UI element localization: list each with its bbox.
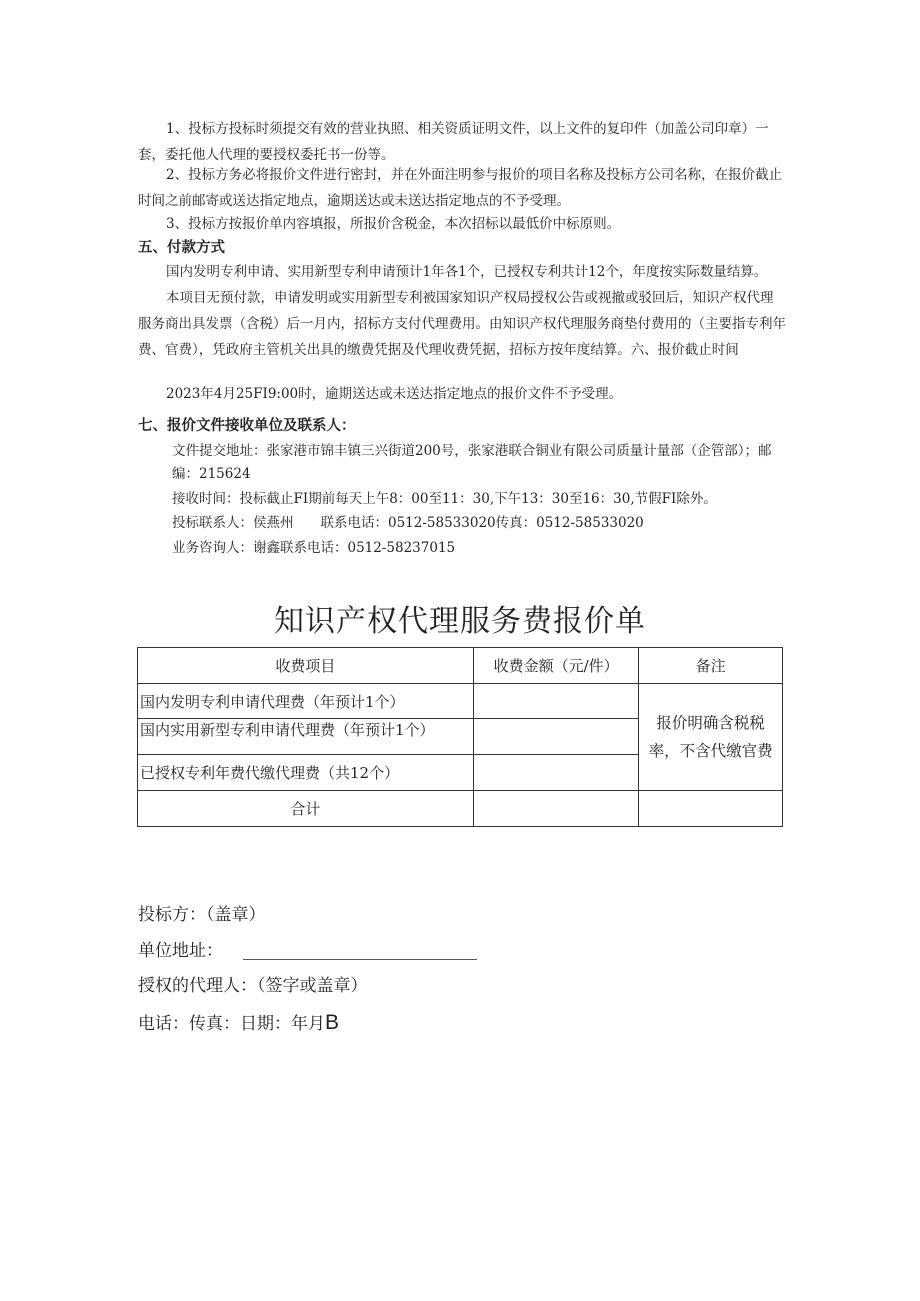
row-item: 国内发明专利申请代理费（年预计1个） <box>138 684 474 719</box>
address-field[interactable] <box>243 941 477 960</box>
total-label: 合计 <box>138 791 474 827</box>
payment-paragraph-1: 国内发明专利申请、实用新型专利申请预计1年各1个，已授权专利共计12个，年度按实际数量结算。 <box>166 264 768 280</box>
remark-line-2: 率，不含代缴官费 <box>648 742 773 760</box>
row-item-text: 国内实用新型专利申请代理费（年预计1个） <box>140 721 435 739</box>
table-row <box>138 684 783 719</box>
deadline-text: 2023年4月25FI9:00时，逾期送达或未送达指定地点的报价文件不予受理。 <box>166 386 623 402</box>
fee-table <box>137 647 783 827</box>
agent-line: 授权的代理人：（签字或盖章） <box>138 976 368 996</box>
page-title: 知识产权代理服务费报价单 <box>274 604 646 639</box>
total-remark-cell <box>639 791 783 827</box>
total-amount-cell[interactable] <box>473 791 639 827</box>
section-five-heading: 五、付款方式 <box>138 240 225 256</box>
bidder-line: 投标方：（盖章） <box>138 905 266 925</box>
row-item <box>138 719 474 755</box>
header-remark: 备注 <box>639 648 783 684</box>
contact-date-line <box>138 1008 339 1039</box>
row-item: 已授权专利年费代缴代理费（共12个） <box>138 755 474 791</box>
total-row <box>138 791 783 827</box>
clause-2: 2、投标方务必将报价文件进行密封，并在外面注明参与报价的项目名称及投标方公司名称，在报价截止时间之前邮寄或送达指定地点，逾期送达或未送达指定地点的不予受理。 <box>138 167 783 209</box>
address-label: 单位地址： <box>138 941 223 961</box>
bid-contact: 投标联系人：侯燕州 联系电话：0512-58533020传真：0512-58533020 <box>172 515 644 531</box>
receive-time: 接收时间：投标截止FI期前每天上午8：00至11：30,下午13：30至16：30,节假FI除外。 <box>172 491 717 507</box>
clause-3: 3、投标方按报价单内容填报，所报价含税金，本次招标以最低价中标原则。 <box>166 216 621 232</box>
table-header-row <box>138 648 783 684</box>
amount-cell[interactable] <box>473 755 639 791</box>
business-contact: 业务咨询人：谢鑫联系电话：0512-58237015 <box>172 540 456 556</box>
address-line <box>138 936 477 966</box>
date-mark: B <box>325 1011 340 1034</box>
submit-address: 文件提交地址：张家港市锦丰镇三兴街道200号，张家港联合铜业有限公司质量计量部（企管部）；邮编：215624 <box>172 443 772 482</box>
contact-date-text: 电话：传真：日期：年月 <box>138 1014 325 1034</box>
section-seven-heading: 七、报价文件接收单位及联系人： <box>138 418 356 434</box>
amount-cell[interactable] <box>473 719 639 755</box>
payment-paragraph-2: 本项目无预付款，申请发明或实用新型专利被国家知识产权局授权公告或视撤或驳回后，知识产权代理服务商出具发票（含税）后一月内，招标方支付代理费用。由知识产权代理服务商垫付费用的（主要指专利年费、官费），凭政府主管机关出具的缴费凭据及代理收费凭据，招标方按年度结算。六、报价截止时间 <box>138 290 786 358</box>
remark-cell <box>639 684 783 791</box>
remark-line-1: 报价明确含税税 <box>656 714 765 732</box>
header-amount: 收费金额（元/件） <box>473 648 639 684</box>
amount-cell[interactable] <box>473 684 639 719</box>
header-item: 收费项目 <box>138 648 474 684</box>
clause-1: 1、投标方投标时须提交有效的营业执照、相关资质证明文件，以上文件的复印件（加盖公司印章）一套，委托他人代理的要授权委托书一份等。 <box>138 121 769 163</box>
